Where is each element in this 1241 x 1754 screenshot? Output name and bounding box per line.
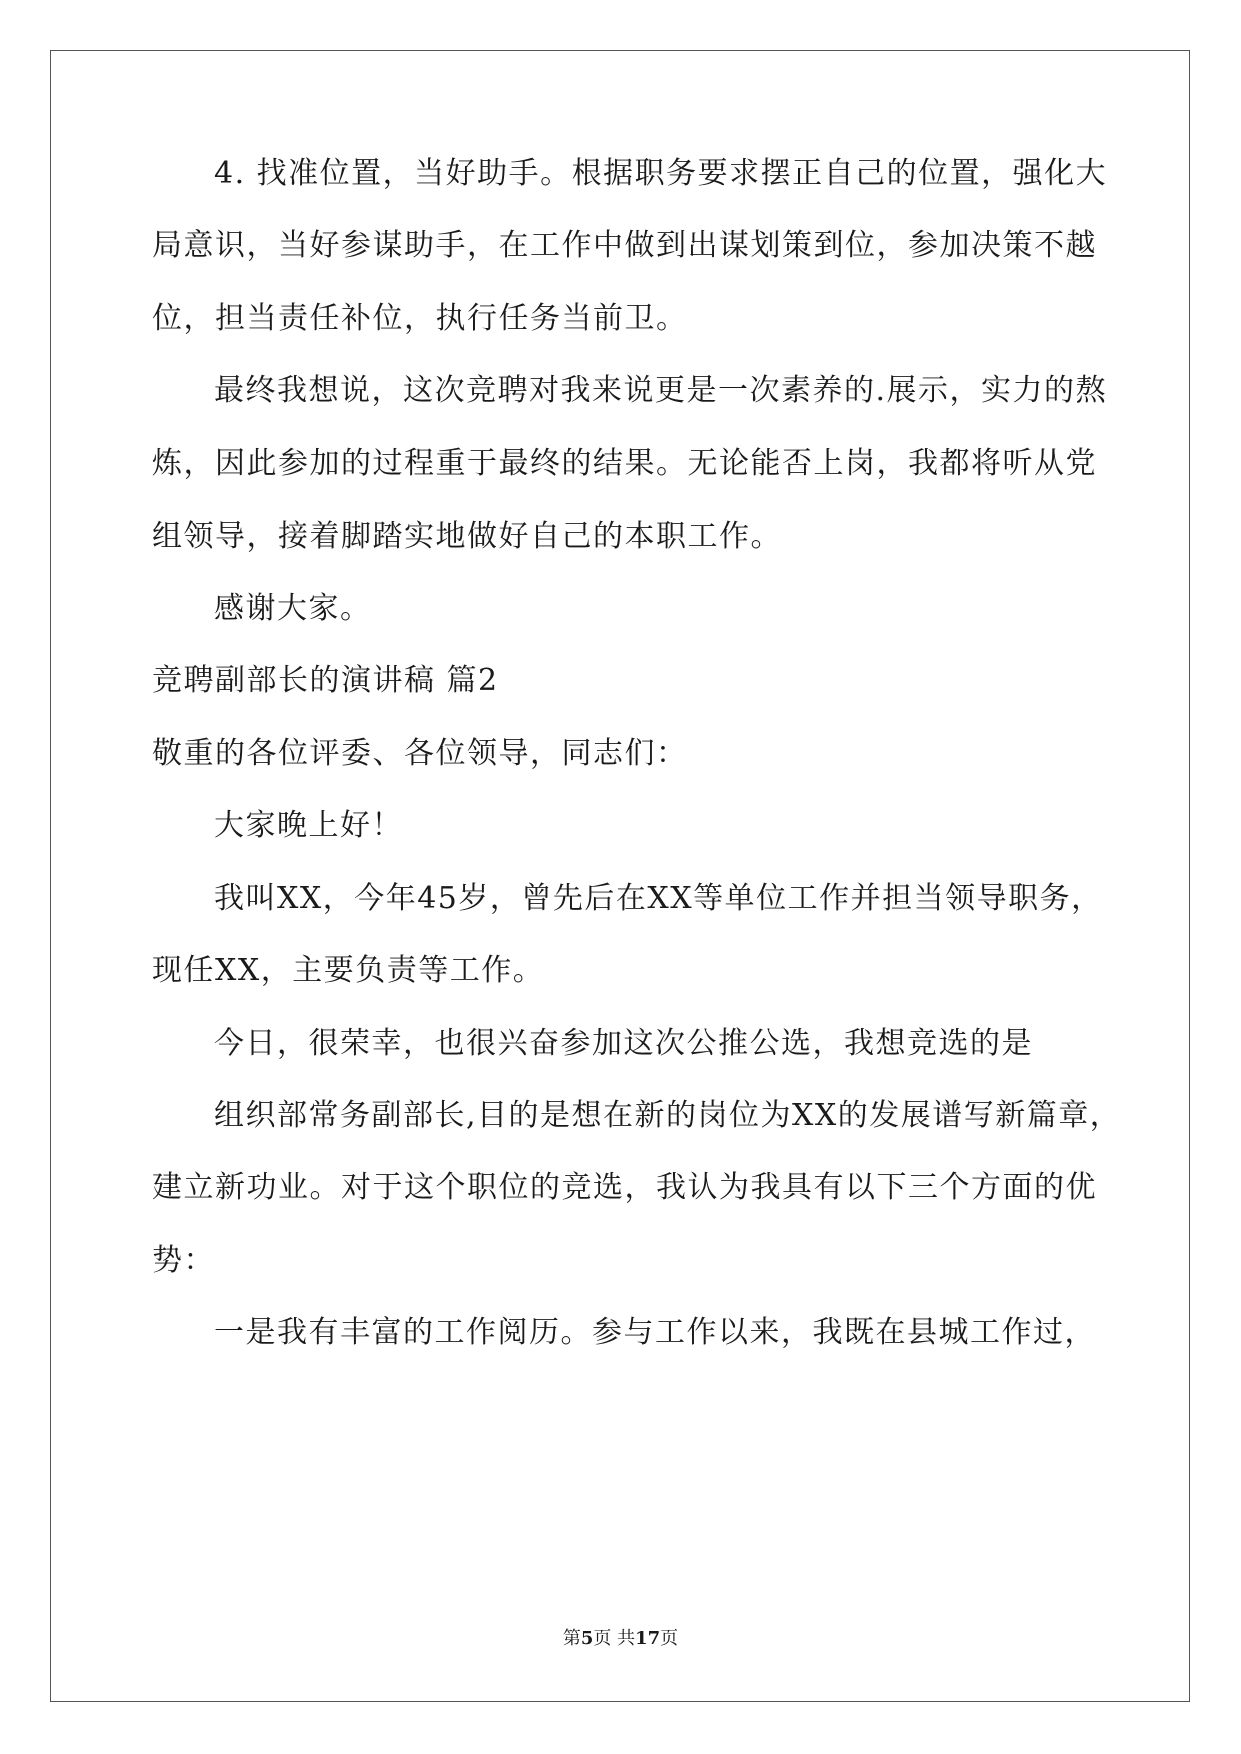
paragraph-line: 最终我想说，这次竞聘对我来说更是一次素养的.展示，实力的熬 — [214, 373, 1108, 408]
total-pages-number: 17 — [635, 1628, 661, 1649]
footer-suffix: 页 — [660, 1628, 679, 1649]
page-border — [50, 50, 1190, 1702]
paragraph-line: 势： — [152, 1243, 215, 1278]
footer-prefix: 第 — [562, 1628, 581, 1649]
paragraph-line: 今日，很荣幸，也很兴奋参加这次公推公选，我想竞选的是 — [214, 1026, 1033, 1061]
paragraph-line: 现任XX，主要负责等工作。 — [152, 953, 545, 988]
footer-middle: 页 共 — [593, 1628, 636, 1649]
salutation: 敬重的各位评委、各位领导，同志们： — [152, 736, 688, 771]
paragraph-line: 局意识，当好参谋助手，在工作中做到出谋划策到位，参加决策不越 — [152, 228, 1097, 263]
current-page-number: 5 — [580, 1628, 594, 1649]
section-heading: 竞聘副部长的演讲稿 篇2 — [152, 663, 499, 698]
paragraph-line: 大家晚上好！ — [214, 808, 403, 843]
paragraph-line: 我叫XX，今年45岁，曾先后在XX等单位工作并担当领导职务， — [214, 881, 1103, 916]
paragraph-line: 建立新功业。对于这个职位的竞选，我认为我具有以下三个方面的优 — [152, 1170, 1097, 1205]
paragraph-line: 位，担当责任补位，执行任务当前卫。 — [152, 301, 688, 336]
page-footer — [0, 1627, 1241, 1651]
paragraph-line: 组织部常务副部长,目的是想在新的岗位为XX的发展谱写新篇章， — [214, 1098, 1122, 1133]
paragraph-line: 4. 找准位置，当好助手。根据职务要求摆正自己的位置，强化大 — [214, 156, 1108, 191]
paragraph-line: 感谢大家。 — [214, 591, 372, 626]
paragraph-line: 一是我有丰富的工作阅历。参与工作以来，我既在县城工作过， — [214, 1315, 1096, 1350]
paragraph-line: 炼，因此参加的过程重于最终的结果。无论能否上岗，我都将听从党 — [152, 446, 1097, 481]
paragraph-line: 组领导，接着脚踏实地做好自己的本职工作。 — [152, 519, 782, 554]
